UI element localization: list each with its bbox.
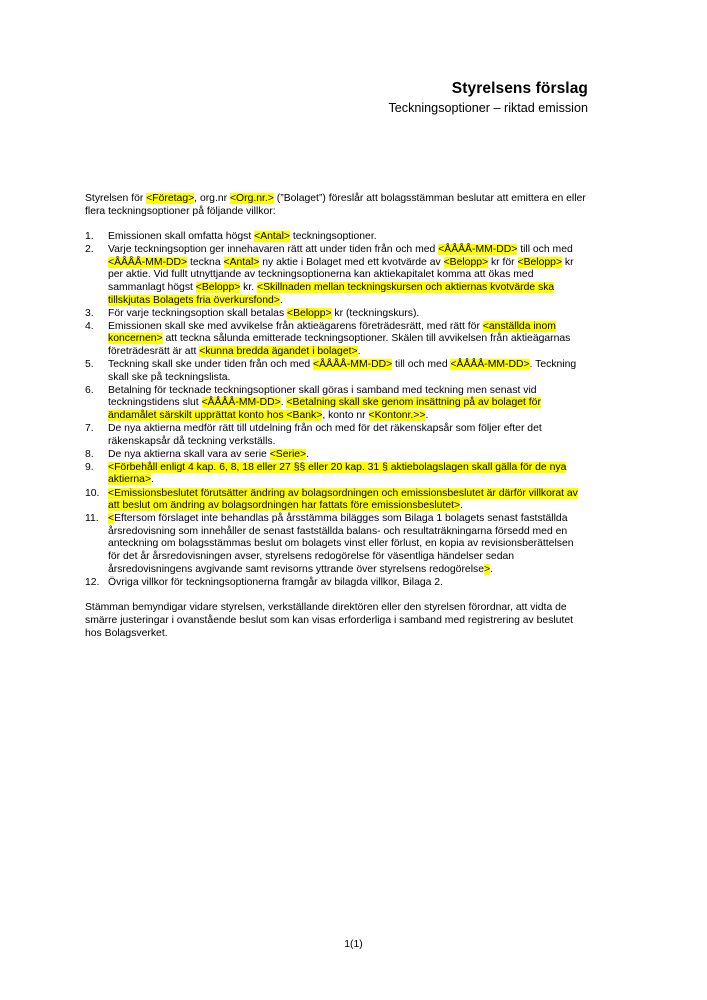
term-item — [85, 488, 588, 513]
term-item — [85, 577, 588, 590]
term-segment: Teckning skall ske under tiden från och med — [108, 359, 314, 371]
term-placeholder: <Serie> — [269, 448, 307, 460]
term-item — [85, 231, 588, 244]
term-segment: , konto nr — [322, 410, 369, 421]
term-text — [108, 423, 542, 447]
term-segment: kr för — [488, 256, 518, 268]
term-segment: . — [425, 410, 429, 421]
term-segment: Övriga villkor för teckningsoptionerna framgår av bilagda villkor, Bilaga 2. — [108, 576, 443, 588]
term-segment: Emissionen skall omfatta högst — [108, 231, 255, 243]
term-placeholder: <Emissionsbeslutet förutsätter ändring av bolagsordningen och emissionsbeslutet är därför villkorat av att beslut om ändring av bolagsordningen har fattats före emissionsbeslutet> — [108, 487, 578, 512]
term-segment: . — [490, 563, 493, 575]
term-text — [108, 449, 309, 460]
term-text — [108, 359, 576, 383]
term-segment: kr. — [240, 282, 258, 294]
page-number: 1(1) — [344, 939, 363, 950]
term-placeholder: <ÅÅÅÅ-MM-DD> — [450, 359, 530, 371]
term-placeholder: <Antal> — [254, 231, 290, 243]
term-placeholder: <kunna bredda ägandet i bolaget> — [199, 346, 358, 358]
term-placeholder: <Förbehåll enligt 4 kap. 6, 8, 18 eller 27 §§ eller 20 kap. 31 § aktiebolagslagen skall gälla för de nya aktierna> — [108, 461, 567, 486]
term-item — [85, 244, 588, 307]
page-footer — [0, 938, 707, 951]
term-segment: . — [151, 474, 154, 486]
term-number: 10. — [85, 487, 100, 499]
term-placeholder: <anställda inom koncernen> — [108, 320, 556, 345]
term-segment: Varje teckningsoption ger innehavaren rätt att under tiden från och med — [108, 244, 439, 256]
intro-paragraph — [85, 193, 588, 218]
term-text — [108, 462, 566, 486]
intro-segment-3: (”Bolaget”) föreslår att bolagsstämman beslutar att emittera en eller flera teckningsoptioner på följande villkor: — [85, 193, 586, 217]
term-text — [108, 488, 578, 512]
term-item — [85, 321, 588, 359]
term-placeholder: <ÅÅÅÅ-MM-DD> — [438, 244, 518, 256]
term-placeholder: <Belopp> — [287, 307, 332, 319]
term-segment: till och med — [517, 244, 573, 256]
closing-paragraph: Stämman bemyndigar vidare styrelsen, verkställande direktören eller den styrelsen förordnar, att vidta de smärre justeringar i ovanstående beslut som kan visas erforderliga i samband med registrering av beslutet hos Bolagsverket. — [85, 602, 574, 639]
term-item — [85, 359, 588, 384]
term-placeholder: <Belopp> — [195, 282, 241, 294]
term-segment: att teckna sålunda emitterade teckningsoptioner. Skälen till avvikelsen från aktieägarnas företrädesrätt är att — [108, 333, 571, 358]
placeholder-orgnr: <Org.nr.> — [229, 193, 274, 204]
term-segment: . Teckning skall ske på teckningslista. — [108, 359, 577, 383]
term-number: 9. — [85, 461, 94, 473]
term-text — [108, 513, 574, 574]
term-placeholder: <Antal> — [223, 256, 260, 268]
term-text — [108, 244, 574, 305]
term-segment: kr (teckningskurs). — [331, 307, 420, 319]
term-placeholder: <Bank> — [286, 410, 323, 421]
term-number: 3. — [85, 307, 94, 319]
term-number: 7. — [85, 423, 94, 435]
term-text — [108, 308, 419, 319]
term-segment: till och med — [392, 359, 451, 371]
term-segment: De nya aktierna medför rätt till utdelning från och med för det räkenskapsår som följer efter det räkenskapsår då teckning verkställs. — [108, 423, 542, 447]
document-header — [85, 80, 588, 116]
term-segment: Eftersom förslaget inte behandlas på årsstämma bilägges som Bilaga 1 bolagets senast fastställda årsredovisning som innehåller de senast fastställda balans- och resultaträkningarna försedd med en anteckning om bolagsstämmas beslut om bolagets vinst eller förlust, en kopia av revisionsberättelsen för det år årsredovisningen avser, styrelsens redogörelse för väsentliga händelser sedan årsredovisningens avgivande samt revisorns yttrande över styrelsens redogörelse — [108, 513, 574, 575]
term-number: 6. — [85, 384, 94, 396]
term-segment: . — [357, 346, 361, 358]
term-number: 4. — [85, 320, 94, 332]
term-placeholder: <Skillnaden mellan teckningskursen och aktiernas kvotvärde ska tillskjutas Bolagets fria överkursfond> — [108, 282, 555, 306]
term-number: 2. — [85, 244, 94, 256]
term-text — [108, 385, 541, 421]
term-placeholder: <Kontonr.>> — [368, 410, 426, 421]
terms-list — [85, 231, 588, 589]
term-segment: Betalning för tecknade teckningsoptioner skall göras i samband med teckning men senast vid teckningstidens slut — [108, 384, 537, 409]
term-placeholder: > — [483, 563, 491, 575]
term-item — [85, 449, 588, 462]
term-segment: kr per aktie. Vid fullt utnyttjande av teckningsoptionerna kan aktiekapitalet komma att ökas med sammanlagt högst — [108, 256, 574, 294]
term-segment: För varje teckningsoption skall betalas — [108, 307, 288, 319]
intro-segment-2: , org.nr — [194, 193, 230, 204]
term-segment: . — [280, 397, 287, 409]
term-text — [108, 577, 443, 588]
placeholder-foretag: <Företag> — [146, 193, 195, 204]
term-segment: . — [460, 500, 463, 512]
term-placeholder: < — [108, 513, 115, 525]
page-subtitle: Teckningsoptioner – riktad emission — [388, 101, 588, 115]
term-text — [108, 321, 570, 357]
term-item — [85, 423, 588, 448]
term-item — [85, 513, 588, 576]
term-number: 12. — [85, 576, 100, 588]
term-segment: De nya aktierna skall vara av serie — [108, 448, 270, 460]
term-placeholder: <ÅÅÅÅ-MM-DD> — [313, 359, 393, 371]
term-text — [108, 231, 377, 242]
term-placeholder: <Belopp> — [443, 256, 489, 268]
term-number: 11. — [85, 513, 99, 525]
term-segment: teckningsoptioner. — [289, 231, 377, 243]
term-segment: Emissionen skall ske med avvikelse från aktieägarens företrädesrätt, med rätt för — [108, 320, 483, 332]
term-placeholder: <Belopp> — [517, 256, 563, 268]
page-title: Styrelsens förslag — [451, 80, 588, 97]
term-placeholder: <ÅÅÅÅ-MM-DD> — [108, 256, 188, 268]
intro-segment-1: Styrelsen för — [85, 193, 147, 204]
term-number: 5. — [85, 359, 94, 371]
term-item — [85, 308, 588, 321]
term-segment: ny aktie i Bolaget med ett kvotvärde av — [259, 256, 444, 268]
term-placeholder: <Betalning skall ske genom insättning på av bolaget för ändamålet särskilt upprättat konto hos — [108, 397, 541, 421]
document-body — [85, 193, 588, 640]
term-segment: . — [279, 294, 283, 306]
term-segment: teckna — [187, 256, 224, 268]
term-segment: . — [306, 448, 310, 460]
term-number: 8. — [85, 448, 94, 460]
term-item — [85, 385, 588, 423]
term-number: 1. — [85, 231, 94, 243]
term-placeholder: <ÅÅÅÅ-MM-DD> — [201, 397, 281, 409]
term-item — [85, 462, 588, 487]
